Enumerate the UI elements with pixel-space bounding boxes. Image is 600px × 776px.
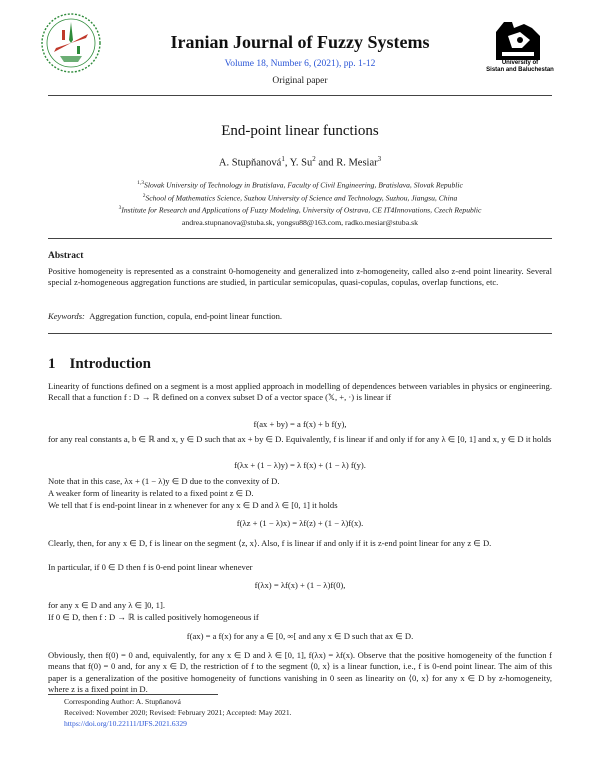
keywords-value: Aggregation function, copula, end-point linear function.	[89, 311, 283, 321]
section-number: 1	[48, 356, 56, 372]
header-divider	[48, 95, 552, 96]
intro-paragraph-2: for any real constants a, b ∈ ℝ and x, y ∈ D such that ax + by ∈ D. Equivalently, f is linear if and only if for any λ ∈ [0, 1] and x, y ∈ D it holds	[48, 434, 552, 444]
corresponding-author: Corresponding Author: A. Stupňanová	[64, 697, 181, 706]
intro-line-5: We tell that f is end-point linear in z whenever for any x ∈ D and λ ∈ [0, 1] it holds	[48, 500, 338, 510]
author-separator: ,	[284, 157, 290, 169]
paper-type: Original paper	[272, 76, 328, 86]
university-emblem-icon	[490, 18, 546, 62]
abstract-top-divider	[48, 238, 552, 239]
affiliation-1-sup: 1,3	[137, 180, 145, 186]
affiliation-3	[60, 203, 540, 216]
intro-line-7: In particular, if 0 ∈ D then f is 0-end point linear whenever	[48, 562, 253, 572]
affiliation-1-text: Slovak University of Technology in Bratislava, Faculty of Civil Engineering, Bratislava, Slovak Republic	[144, 180, 463, 190]
author-separator: and	[315, 157, 337, 169]
equation-4: f(λx) = λf(x) + (1 − λ)f(0),	[254, 580, 346, 590]
intro-paragraph-10: Obviously, then f(0) = 0 and, equivalently, for any x ∈ D and λ ∈ [0, 1], f(λx) = λf(x). Observe that the positive homogeneity of the function f means that f(0) = 0 and, for any x ∈ D, the restriction of f to the segment ⟨0, x⟩ is a linear function, i.e., f is 0-end point linear. The aim of this paper is a generalization of the positive homogeneity of functions vanishing in 0 seen as linearity on ⟨0, x⟩ for any x ∈ D by z-homogeneity, where z is a fixed point in D.	[48, 650, 552, 695]
university-name-line2: Sistan and Baluchestan	[486, 67, 554, 73]
abstract-heading: Abstract	[48, 251, 84, 261]
intro-paragraph-1: Linearity of functions defined on a segment is a most applied approach in modelling of dependences between variables in physics or engineering. Recall that a function f : D → ℝ defined on a convex subset D of a vector space (𝕏, +, ·) is linear if	[48, 381, 552, 403]
keywords-label: Keywords:	[48, 311, 85, 321]
author-3-sup: 3	[377, 155, 382, 163]
author-2-sup: 2	[312, 155, 316, 163]
journal-title: Iranian Journal of Fuzzy Systems	[170, 32, 430, 52]
university-name-line1: University of	[501, 60, 539, 66]
affiliation-1	[60, 178, 540, 191]
intro-line-3: Note that in this case, λx + (1 − λ)y ∈ D due to the convexity of D.	[48, 476, 280, 486]
author-1-sup: 1	[281, 155, 285, 163]
received-dates: Received: November 2020; Revised: February 2021; Accepted: May 2021.	[64, 708, 292, 717]
affiliation-3-sup: 3	[118, 205, 122, 212]
affiliation-2-text: School of Mathematics Science, Suzhou University of Science and Technology, Suzhou, Jiangsu, China	[145, 193, 458, 203]
abstract-bottom-divider	[48, 333, 552, 334]
section-title: Introduction	[69, 356, 151, 372]
abstract-text: Positive homogeneity is represented as a constraint 0-homogeneity and generalized into z-homogeneity, called also z-end point linearity. Several special z-homogeneous aggregation functions are studied, in particular semicopulas, quasi-copulas, copulas, overlap functions, etc.	[48, 266, 552, 288]
keywords-line	[48, 311, 552, 322]
affiliation-2	[60, 191, 540, 204]
author-list	[0, 155, 600, 169]
equation-1: f(ax + by) = a f(x) + b f(y),	[253, 419, 347, 429]
footnote-divider	[48, 694, 218, 695]
intro-line-4: A weaker form of linearity is related to a fixed point z ∈ D.	[48, 488, 254, 498]
equation-2: f(λx + (1 − λ)y) = λ f(x) + (1 − λ) f(y).	[234, 460, 366, 470]
section-heading	[48, 356, 151, 373]
affiliation-3-text: Institute for Research and Applications of Fuzzy Modeling, University of Ostrava, CE IT4Innovations, Czech Republic	[121, 205, 482, 215]
journal-logo-icon	[40, 12, 102, 74]
intro-paragraph-6: Clearly, then, for any x ∈ D, f is linear on the segment ⟨z, x⟩. Also, f is linear if and only if it is z-end point linear for any z ∈ D.	[48, 538, 492, 548]
paper-title: End-point linear functions	[221, 123, 379, 139]
author-1: A. Stupňanová	[218, 157, 282, 169]
intro-line-9: If 0 ∈ D, then f : D → ℝ is called positively homogeneous if	[48, 612, 259, 622]
affiliations	[60, 178, 540, 216]
volume-line[interactable]: Volume 18, Number 6, (2021), pp. 1-12	[224, 59, 376, 69]
author-emails[interactable]: andrea.stupnanova@stuba.sk, yongsu88@163.com, radko.mesiar@stuba.sk	[181, 218, 419, 227]
affiliation-2-sup: 2	[142, 192, 146, 199]
author-2: Y. Su	[289, 157, 313, 169]
equation-3: f(λz + (1 − λ)x) = λf(z) + (1 − λ)f(x).	[236, 518, 364, 528]
intro-line-8: for any x ∈ D and any λ ∈ ]0, 1].	[48, 600, 165, 610]
doi-link[interactable]: https://doi.org/10.22111/IJFS.2021.6329	[64, 719, 187, 728]
author-3: R. Mesiar	[336, 157, 378, 169]
equation-5: f(ax) = a f(x) for any a ∈ [0, ∞[ and any x ∈ D such that ax ∈ D.	[186, 631, 414, 641]
